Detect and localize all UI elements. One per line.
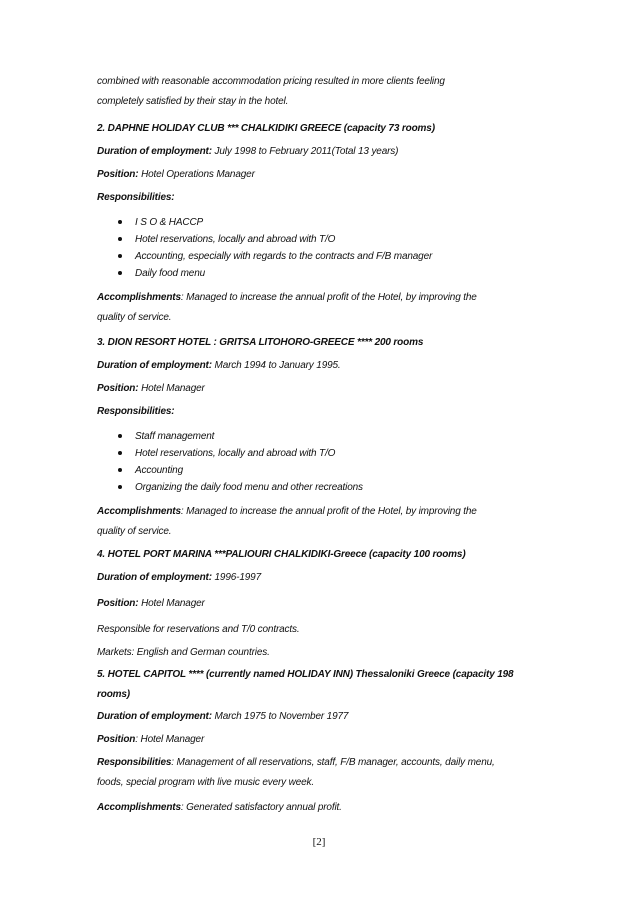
bullet-icon (118, 237, 122, 241)
portmarina-duration (97, 568, 545, 588)
list-item: I S O & HACCP (97, 214, 545, 231)
list-item: Accounting, especially with regards to the contracts and F/B manager (97, 248, 545, 265)
capitol-duration (97, 707, 545, 727)
dion-duration-label: Duration of employment: (97, 360, 212, 371)
bullet-icon (118, 468, 122, 472)
portmarina-duration-value: 1996-1997 (211, 572, 261, 583)
capitol-duration-value: March 1975 to November 1977 (211, 711, 349, 722)
capitol-duration-label: Duration of employment: (97, 711, 212, 722)
capitol-position-value: : Hotel Manager (135, 734, 205, 745)
dion-accomplishments-line-1: : Managed to increase the annual profit of the Hotel, by improving the (180, 506, 477, 517)
dion-position-label: Position: (97, 383, 139, 394)
bullet-icon (118, 434, 122, 438)
daphne-position (97, 165, 545, 185)
capitol-responsibilities-line-1: : Management of all reservations, staff, F/B manager, accounts, daily menu, (171, 757, 495, 768)
portmarina-position-value: Hotel Manager (138, 598, 205, 609)
bullet-icon (118, 451, 122, 455)
daphne-position-value: Hotel Operations Manager (138, 169, 255, 180)
daphne-accomplishments-line-2: quality of service. (97, 312, 172, 323)
capitol-heading-line-1: 5. HOTEL CAPITOL **** (currently named HOLIDAY INN) Thessaloniki Greece (capacity 198 (97, 669, 514, 680)
portmarina-heading: 4. HOTEL PORT MARINA ***PALIOURI CHALKIDIKI-Greece (capacity 100 rooms) (97, 549, 466, 560)
daphne-position-label: Position: (97, 169, 139, 180)
dion-accomplishments (97, 502, 545, 542)
page-number: [2] (312, 836, 326, 848)
capitol-position (97, 730, 545, 750)
dion-accomplishments-line-2: quality of service. (97, 526, 172, 537)
list-item: Staff management (97, 428, 545, 445)
daphne-accomplishments-label: Accomplishments (97, 292, 181, 303)
intro-line-1: combined with reasonable accommodation pricing resulted in more clients feeling (97, 76, 445, 87)
intro-line-2: completely satisfied by their stay in the hotel. (97, 96, 289, 107)
capitol-responsibilities-line-2: foods, special program with live music every week. (97, 777, 315, 788)
capitol-heading (97, 665, 545, 705)
capitol-heading-line-2: rooms) (97, 689, 130, 700)
portmarina-markets: Markets: English and German countries. (97, 647, 270, 658)
dion-position-value: Hotel Manager (138, 383, 205, 394)
list-item: Daily food menu (97, 265, 545, 282)
daphne-duration (97, 142, 545, 162)
dion-responsibilities-list (97, 428, 545, 496)
portmarina-duration-label: Duration of employment: (97, 572, 212, 583)
list-item: Accounting (97, 462, 545, 479)
capitol-responsibilities-label: Responsibilities (97, 757, 172, 768)
capitol-accomplishments-value: : Generated satisfactory annual profit. (180, 802, 342, 813)
daphne-duration-value: July 1998 to February 2011(Total 13 years) (211, 146, 399, 157)
dion-accomplishments-label: Accomplishments (97, 506, 181, 517)
bullet-icon (118, 271, 122, 275)
daphne-accomplishments-line-1: : Managed to increase the annual profit of the Hotel, by improving the (180, 292, 477, 303)
dion-responsibilities-label: Responsibilities: (97, 406, 175, 417)
dion-duration-value: March 1994 to January 1995. (211, 360, 341, 371)
capitol-accomplishments (97, 798, 545, 818)
portmarina-position (97, 594, 545, 614)
capitol-responsibilities (97, 753, 545, 793)
daphne-duration-label: Duration of employment: (97, 146, 212, 157)
daphne-heading: 2. DAPHNE HOLIDAY CLUB *** CHALKIDIKI GREECE (capacity 73 rooms) (97, 123, 435, 134)
capitol-position-label: Position (97, 734, 136, 745)
daphne-responsibilities-list (97, 214, 545, 282)
portmarina-responsible: Responsible for reservations and T/0 contracts. (97, 624, 300, 635)
portmarina-position-label: Position: (97, 598, 139, 609)
bullet-icon (118, 254, 122, 258)
capitol-accomplishments-label: Accomplishments (97, 802, 181, 813)
dion-position (97, 379, 545, 399)
list-item: Hotel reservations, locally and abroad with T/O (97, 231, 545, 248)
dion-heading: 3. DION RESORT HOTEL : GRITSA LITOHORO-GREECE **** 200 rooms (97, 337, 424, 348)
list-item: Hotel reservations, locally and abroad with T/O (97, 445, 545, 462)
bullet-icon (118, 220, 122, 224)
bullet-icon (118, 485, 122, 489)
list-item: Organizing the daily food menu and other recreations (97, 479, 545, 496)
dion-duration (97, 356, 545, 376)
intro-paragraph (97, 72, 545, 112)
daphne-accomplishments (97, 288, 545, 328)
daphne-responsibilities-label: Responsibilities: (97, 192, 175, 203)
